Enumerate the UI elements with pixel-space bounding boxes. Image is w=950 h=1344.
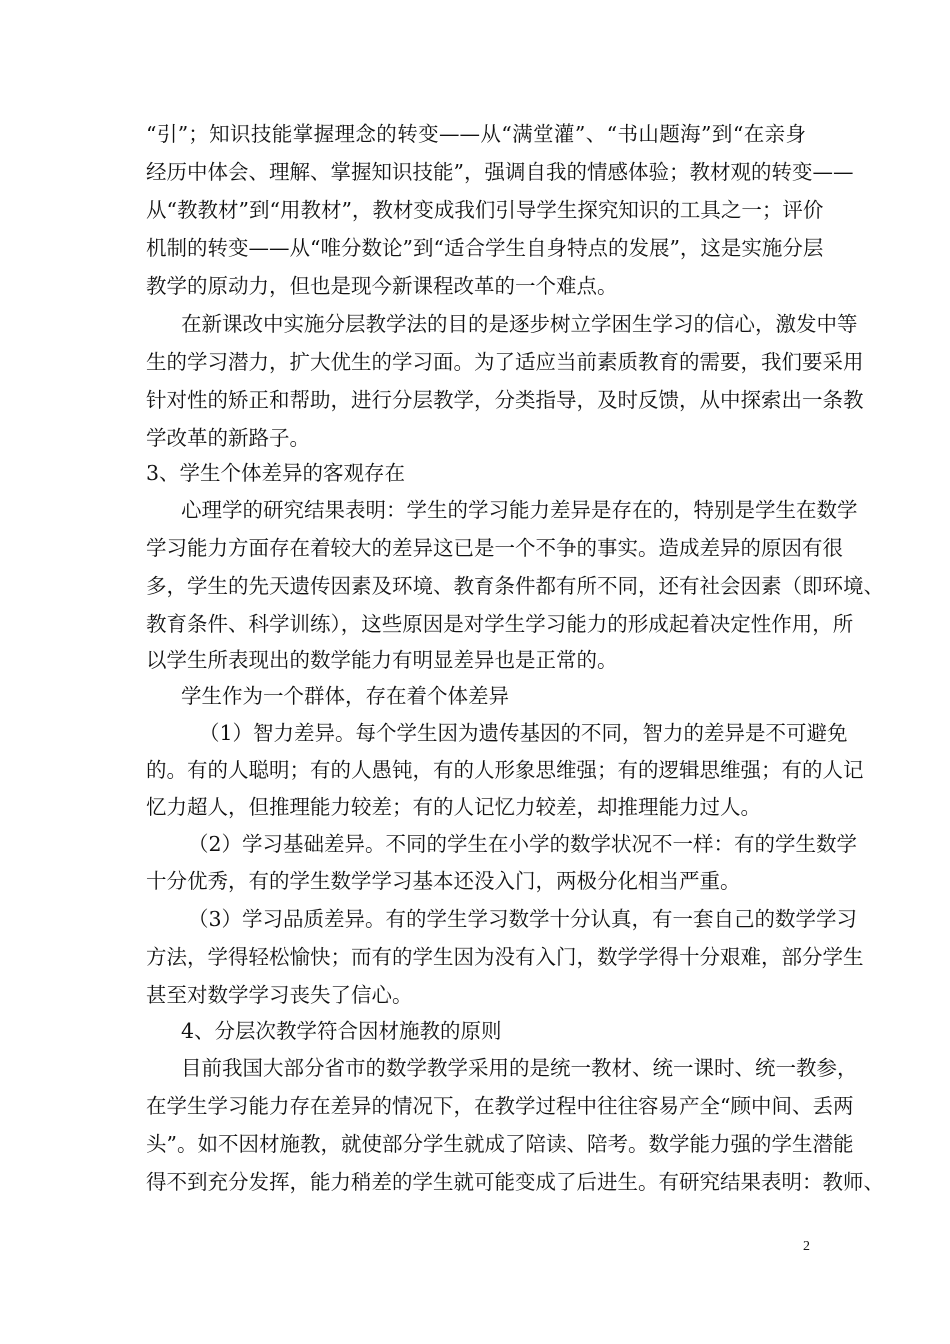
text-line: 机制的转变——从“唯分数论”到“适合学生自身特点的发展”，这是实施分层 [146,236,824,260]
text-line: 学改革的新路子。 [146,426,310,450]
text-line: 头”。如不因材施教，就使部分学生就成了陪读、陪考。数学能力强的学生潜能 [146,1132,854,1156]
text-line: 生的学习潜力，扩大优生的学习面。为了适应当前素质教育的需要，我们要采用 [146,350,864,374]
text-line: 忆力超人，但推理能力较差；有的人记忆力较差，却推理能力过人。 [146,795,761,819]
text-line: 目前我国大部分省市的数学教学采用的是统一教材、统一课时、统一教参， [181,1056,858,1080]
text-line: 得不到充分发挥，能力稍差的学生就可能变成了后进生。有研究结果表明：教师、 [146,1170,884,1194]
text-line: 经历中体会、理解、掌握知识技能”，强调自我的情感体验；教材观的转变—— [146,160,854,184]
page-number: 2 [803,1239,810,1254]
text-line: （2）学习基础差异。不同的学生在小学的数学状况不一样：有的学生数学 [188,832,858,856]
text-line: 在学生学习能力存在差异的情况下，在教学过程中往往容易产全“顾中间、丢两 [146,1094,854,1118]
text-line: 从“教教材”到“用教材”，教材变成我们引导学生探究知识的工具之一；评价 [146,198,824,222]
text-line: 方法，学得轻松愉快；而有的学生因为没有入门，数学学得十分艰难，部分学生 [146,945,864,969]
text-line: 针对性的矫正和帮助，进行分层教学，分类指导，及时反馈，从中探索出一条教 [146,388,864,412]
text-line: 甚至对数学学习丧失了信心。 [146,983,413,1007]
text-line: 的。有的人聪明；有的人愚钝，有的人形象思维强；有的逻辑思维强；有的人记 [146,758,864,782]
text-line: “引”；知识技能掌握理念的转变——从“满堂灌”、“书山题海”到“在亲身 [146,122,806,146]
text-line: 学生作为一个群体，存在着个体差异 [181,684,509,708]
section-heading: 4、分层次教学符合因材施教的原则 [181,1019,502,1043]
text-line: 学习能力方面存在着较大的差异这已是一个不争的事实。造成差异的原因有很 [146,536,843,560]
text-line: 心理学的研究结果表明：学生的学习能力差异是存在的，特别是学生在数学 [181,498,858,522]
text-line: 教学的原动力，但也是现今新课程改革的一个难点。 [146,274,618,298]
section-heading: 3、学生个体差异的客观存在 [146,461,406,485]
text-line: 在新课改中实施分层教学法的目的是逐步树立学困生学习的信心，激发中等 [181,312,858,336]
text-line: 十分优秀，有的学生数学学习基本还没入门，两极分化相当严重。 [146,869,741,893]
text-line: （1）智力差异。每个学生因为遗传基因的不同，智力的差异是不可避免 [199,721,848,745]
text-line: 教育条件、科学训练），这些原因是对学生学习能力的形成起着决定性作用，所 [146,612,854,636]
text-line: 以学生所表现出的数学能力有明显差异也是正常的。 [146,648,618,672]
text-line: （3）学习品质差异。有的学生学习数学十分认真，有一套自己的数学学习 [188,907,858,931]
text-line: 多，学生的先天遗传因素及环境、教育条件都有所不同，还有社会因素（即环境、 [146,574,884,598]
